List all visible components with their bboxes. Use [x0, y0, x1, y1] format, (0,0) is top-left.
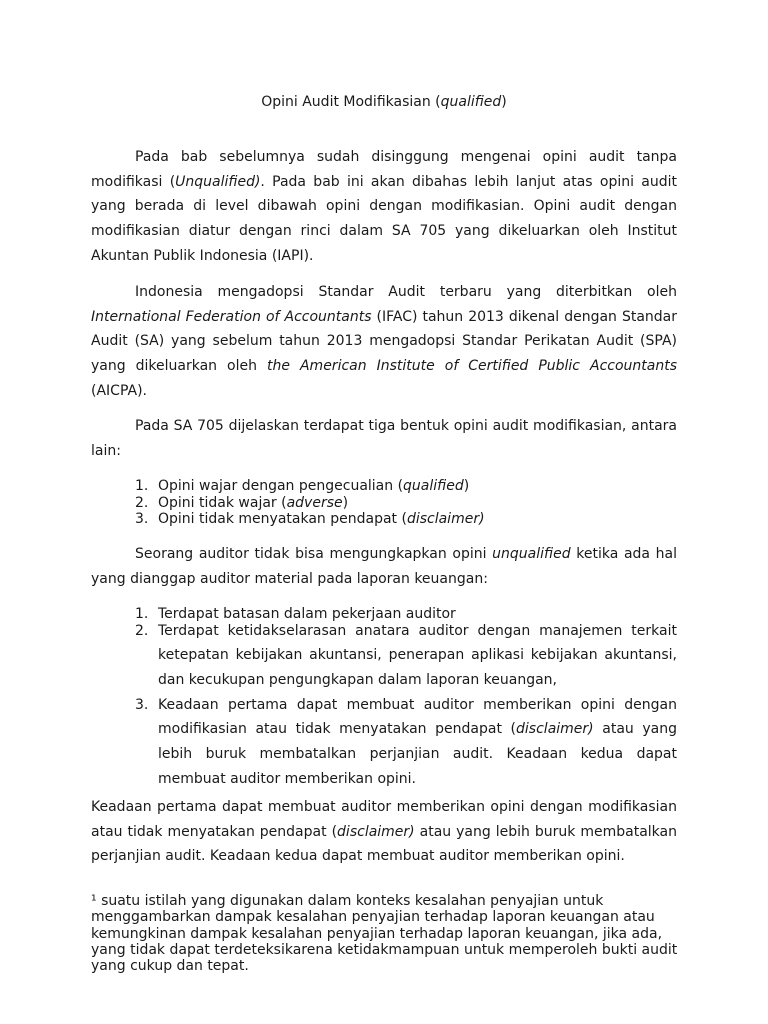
paragraph-standards: Indonesia mengadopsi Standar Audit terbaru yang diterbitkan oleh International Federation of Accountants (IFAC) tahun 2013 dikenal dengan Standar Audit (SA) yang sebelum tahun 2013 mengadopsi Standar Perikatan Audit (SPA) yang dikeluarkan oleh the American Institute of Certified Public Accountants (AICPA).	[91, 284, 678, 399]
paragraph-conclusion: Keadaan pertama dapat membuat auditor memberikan opini dengan modifikasian atau tidak menyatakan pendapat (disclaimer) atau yang lebih buruk membatalkan perjanjian audit. Keadaan kedua dapat membuat auditor memberikan opini.	[91, 799, 677, 865]
page-title	[0, 92, 768, 112]
paragraph-unqualified: Seorang auditor tidak bisa mengungkapkan opini unqualified ketika ada hal yang dianggap auditor material pada laporan keuangan:	[91, 546, 678, 587]
title-text: Opini Audit Modifikasian (	[261, 94, 441, 110]
list-item: 2. Terdapat ketidakselarasan anatara auditor dengan manajemen terkait ketepatan kebijakan akuntansi, penerapan aplikasi kebijakan akuntansi, dan kecukupan pengungkapan dalam laporan keuangan,	[135, 622, 677, 688]
list-item: 2. Opini tidak wajar (adverse)	[135, 494, 349, 511]
title-italic: qualified	[440, 94, 502, 110]
conditions-list	[91, 606, 677, 791]
title-close: )	[501, 94, 507, 110]
opinion-types-list	[91, 478, 677, 528]
list-item: 3. Opini tidak menyatakan pendapat (disclaimer)	[135, 511, 485, 527]
footnote: ¹ suatu istilah yang digunakan dalam konteks kesalahan penyajian untuk menggambarkan dampak kesalahan penyajian terhadap laporan keuangan atau kemungkinan dampak kesalahan penyajian terhadap laporan keuangan, jika ada, yang tidak dapat terdeteksikarena ketidakmampuan untuk memperoleh bukti audit yang cukup dan tepat.	[91, 893, 678, 975]
paragraph-forms: Pada SA 705 dijelaskan terdapat tiga bentuk opini audit modifikasian, antara lain:	[91, 418, 677, 459]
paragraph-intro: Pada bab sebelumnya sudah disinggung mengenai opini audit tanpa modifikasi (Unqualified). Pada bab ini akan dibahas lebih lanjut atas opini audit yang berada di level dibawah opini dengan modifikasian. Opini audit dengan modifikasian diatur dengan rinci dalam SA 705 yang dikeluarkan oleh Institut Akuntan Publik Indonesia (IAPI).	[91, 149, 677, 264]
list-item: 3. Keadaan pertama dapat membuat auditor memberikan opini dengan modifikasian atau tidak menyatakan pendapat (disclaimer) atau yang lebih buruk membatalkan perjanjian audit. Keadaan kedua dapat membuat auditor memberikan opini.	[135, 696, 678, 787]
list-item: 1. Opini wajar dengan pengecualian (qualified)	[135, 478, 470, 494]
list-item: 1. Terdapat batasan dalam pekerjaan auditor	[135, 606, 456, 622]
